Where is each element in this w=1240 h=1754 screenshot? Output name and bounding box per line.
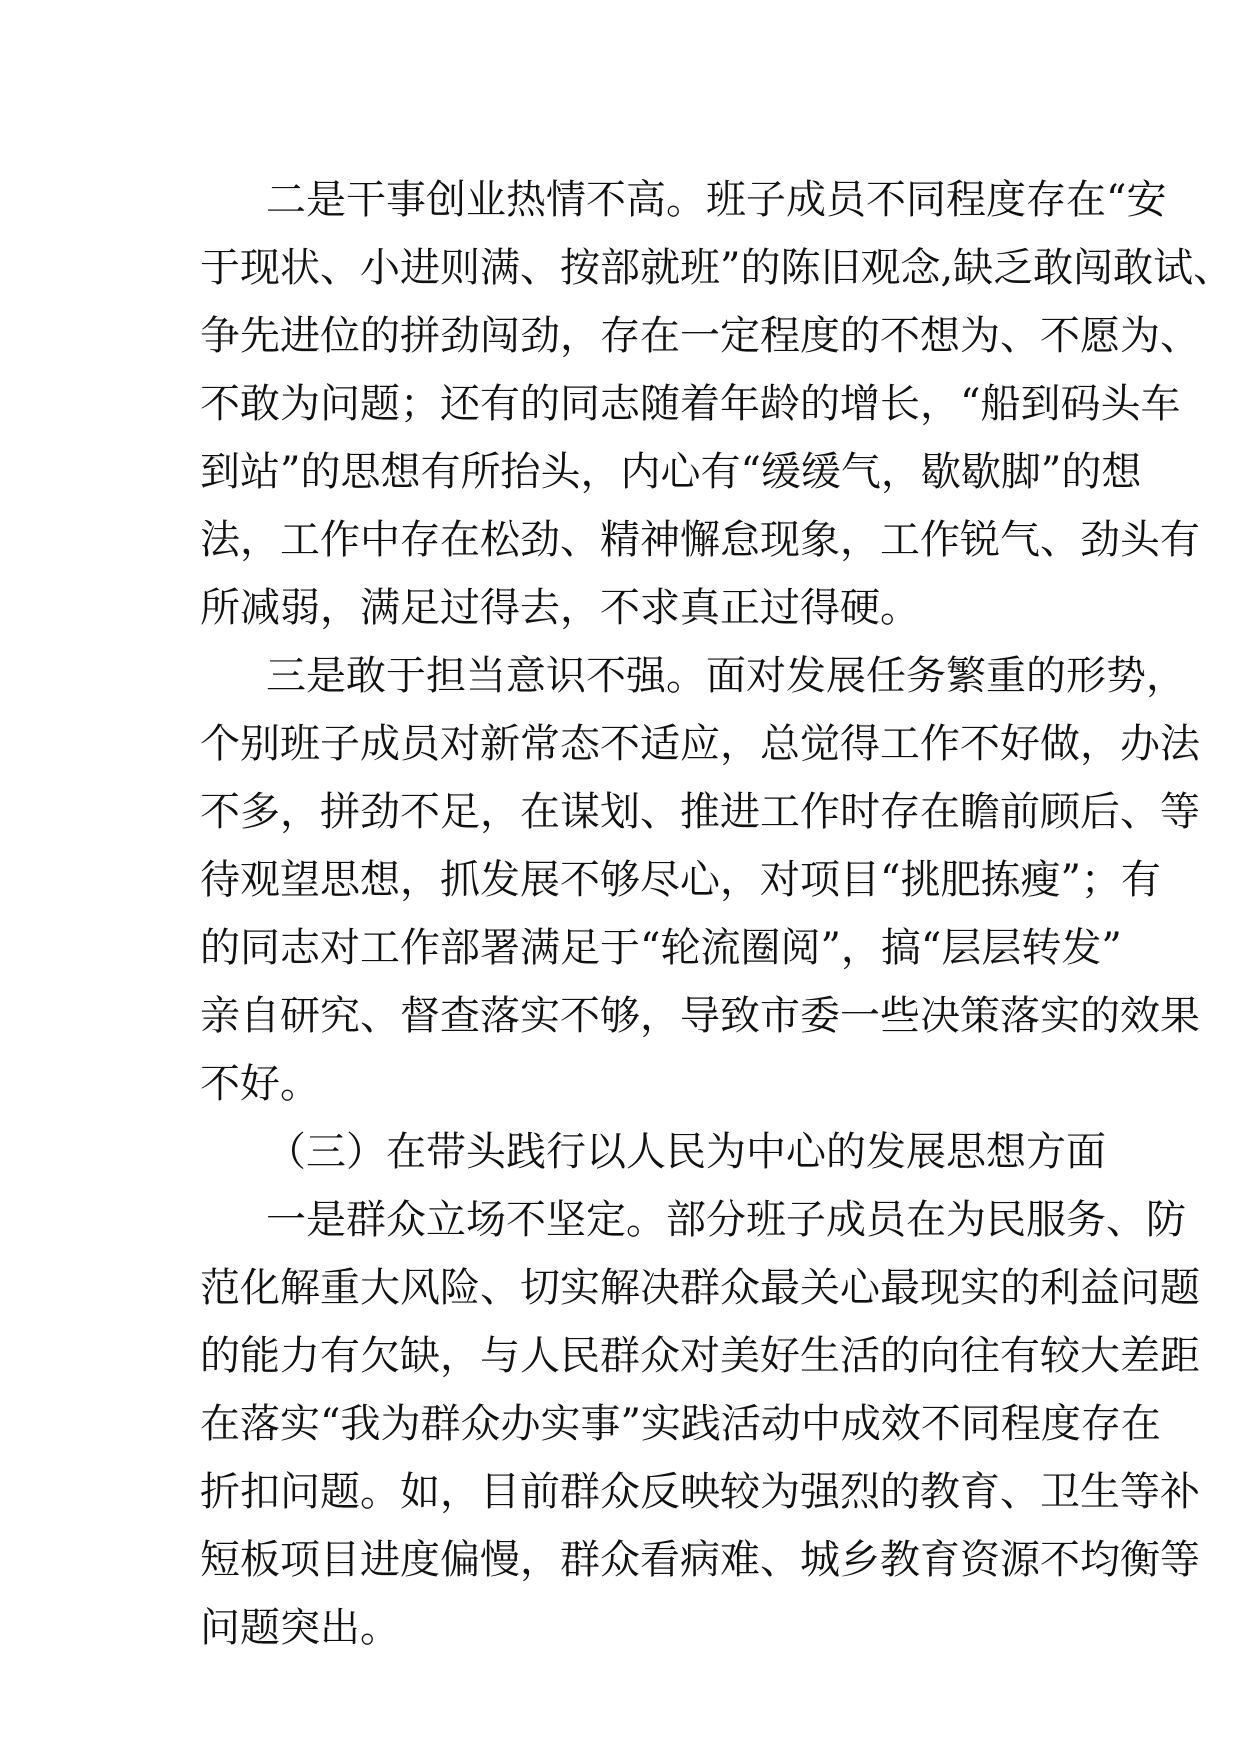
paragraph-line: 三是敢于担当意识不强。面对发展任务繁重的形势，: [266, 653, 1186, 699]
paragraph-line: 的同志对工作部署满足于“轮流圈阅”，搞“层层转发”: [200, 925, 1122, 971]
paragraph-line: 短板项目进度偏慢，群众看病难、城乡教育资源不均衡等: [200, 1537, 1200, 1583]
paragraph-line: 争先进位的拼劲闯劲，存在一定程度的不想为、不愿为、: [200, 313, 1200, 359]
section-heading: （三）在带头践行以人民为中心的发展思想方面: [266, 1129, 1106, 1175]
paragraph-line: 问题突出。: [200, 1605, 400, 1651]
paragraph-line: 一是群众立场不坚定。部分班子成员在为民服务、防: [266, 1197, 1186, 1243]
paragraph-line: 不好。: [200, 1061, 320, 1107]
paragraph-line: 待观望思想，抓发展不够尽心，对项目“挑肥拣瘦”；有: [200, 857, 1161, 903]
paragraph-line: 二是干事创业热情不高。班子成员不同程度存在“安: [266, 177, 1167, 223]
paragraph-line: 在落实“我为群众办实事”实践活动中成效不同程度存在: [200, 1401, 1161, 1447]
paragraph-line: 亲自研究、督查落实不够，导致市委一些决策落实的效果: [200, 993, 1200, 1039]
paragraph-line: 不敢为问题；还有的同志随着年龄的增长，“船到码头车: [200, 381, 1181, 427]
paragraph-line: 到站”的思想有所抬头，内心有“缓缓气，歇歇脚”的想: [200, 449, 1142, 495]
paragraph-line: 折扣问题。如，目前群众反映较为强烈的教育、卫生等补: [200, 1469, 1200, 1515]
paragraph-line: 法，工作中存在松劲、精神懈怠现象，工作锐气、劲头有: [200, 517, 1200, 563]
paragraph-line: 个别班子成员对新常态不适应，总觉得工作不好做，办法: [200, 721, 1200, 767]
paragraph-line: 不多，拼劲不足，在谋划、推进工作时存在瞻前顾后、等: [200, 789, 1200, 835]
document-body: [200, 166, 1234, 1662]
paragraph-line: 所减弱，满足过得去，不求真正过得硬。: [200, 585, 920, 631]
paragraph-line: 范化解重大风险、切实解决群众最关心最现实的利益问题: [200, 1265, 1200, 1311]
paragraph-line: 的能力有欠缺，与人民群众对美好生活的向往有较大差距: [200, 1333, 1200, 1379]
paragraph-line: 于现状、小进则满、按部就班”的陈旧观念,缺乏敢闯敢试、: [200, 245, 1234, 291]
